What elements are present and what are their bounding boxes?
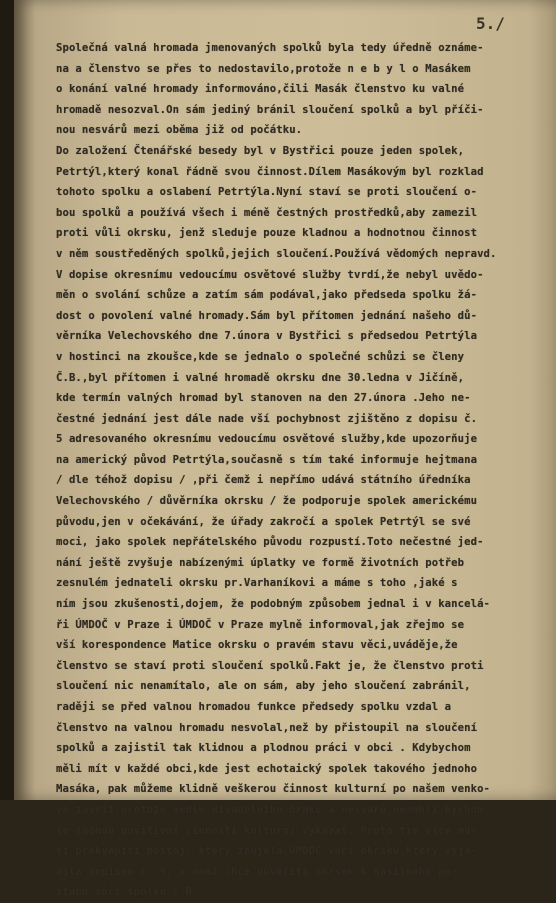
text-line: členstvo se staví proti sloučení spolků.Fakt je, že členstvo proti xyxy=(56,659,484,672)
document-body xyxy=(56,38,552,903)
text-line: sloučení nic nenamítalo, ale on sám, aby jeho sloučení zabránil, xyxy=(56,680,471,693)
text-line: v něm soustředěných spolků,jejich sloučení.Používá vědomých nepravd. xyxy=(56,247,497,260)
text-line: na a členstvo se přes to nedostavilo,protože n e b y l o Masákem xyxy=(56,62,471,75)
text-line: Velechovského / důvěrníka okrsku / že podporuje spolek americkému xyxy=(56,495,478,508)
text-line: na americký původ Petrtýla,současně s tím také informuje hejtmana xyxy=(56,453,478,466)
text-line: Společná valná hromada jmenovaných spolků byla tedy úředně oznáme- xyxy=(56,42,484,54)
text-line: / dle téhož dopisu / ,při čemž i nepřímo udává státního úředníka xyxy=(56,474,471,487)
text-line: ři ÚMDOČ v Praze i ÚMDOČ v Praze mylně informoval,jak zřejmo se xyxy=(56,618,465,631)
text-line: se žádnou positivní činností kulturní vykázat. Proto tím více mu- xyxy=(56,824,478,837)
text-line: nání ještě zvyšuje nabízenými úplatky ve formě životních potřeb xyxy=(56,556,465,569)
text-line: věrníka Velechovského dne 7.února v Bystřici s předsedou Petrtýla xyxy=(56,330,478,343)
text-line: Masáka, pak můžeme klidně veškerou činnost kulturní po našem venko- xyxy=(56,783,491,796)
text-line: v hostinci na zkoušce,kde se jednalo o společné schůzi se členy xyxy=(56,350,465,363)
text-line: V dopise okresnímu vedoucímu osvětové služby tvrdí,že nebyl uvědo- xyxy=(56,268,484,281)
text-line: proti vůli okrsku, jenž sleduje pouze kladnou a hodnotnou činnost xyxy=(56,227,478,240)
text-line: měli mít v každé obci,kde jest echotaický spolek takového jednoho xyxy=(56,762,478,775)
text-line: Do založení Čtenářské besedy byl v Bystřici pouze jeden spolek, xyxy=(56,144,465,157)
text-line: nou nesvárů mezi oběma již od počátku. xyxy=(56,124,303,137)
text-line: zesnulém jednateli okrsku pr.Varhaníkovi a máme s toho ,jaké s xyxy=(56,577,458,590)
text-line: moci, jako spolek nepřátelského původu rozpustí.Toto nečestné jed- xyxy=(56,536,484,549)
text-line: bou spolků a používá všech i méně čestných prostředků,aby zamezil xyxy=(56,206,478,219)
text-line: čestné jednání jest dále nade vší pochybnost zjištěno z dopisu č. xyxy=(56,412,478,425)
text-line: vší korespondence Matice okrsku o pravém stavu věci,uváděje,že xyxy=(56,639,458,652)
text-line: o konání valné hromady informováno,čili Masák členstvo ku valné xyxy=(56,83,465,96)
text-line: tohoto spolku a oslabení Petrtýla.Nyní staví se proti sloučení o- xyxy=(56,186,478,199)
text-line: spolků a zajistil tak klidnou a plodnou práci v obci . Kdybychom xyxy=(56,742,471,755)
text-line: ním jsou zkušenosti,dojem, že podobným způsobem jednal i v kancelá- xyxy=(56,598,491,611)
text-line: stupu vůči spolku Č.B. xyxy=(56,886,199,899)
text-line: Petrtýl,který konal řádně svou činnost.Dílem Masákovým byl rozklad xyxy=(56,165,484,178)
text-line: vě zavřít,protože vedle divadelního braku a nesvárů,nemohli bychom xyxy=(56,803,484,816)
text-line: původu,jen v očekávání, že úřady zakročí a spolek Petrtýl se své xyxy=(56,515,471,528)
text-line: členstvo na valnou hromadu nesvolal,než by přistoupil na sloučení xyxy=(56,721,478,734)
text-line: Č.B.,byl přítomen i valné hromadě okrsku dne 30.ledna v Jičíně, xyxy=(56,371,465,384)
text-line: kde termín valných hromad byl stanoven na den 27.února .Jeho ne- xyxy=(56,392,471,405)
text-line: měn o svolání schůze a zatím sám podával,jako předseda spolku žá- xyxy=(56,289,478,302)
text-line: 5 adresovaného okresnímu vedoucímu osvětové služby,kde upozorňuje xyxy=(56,433,478,446)
text-line: hromadě nesozval.On sám jediný bránil sloučení spolků a byl příči- xyxy=(56,103,484,116)
text-line: dila dopisem č. 9, v němž chce uůvěčiti okrsek k násilného po- xyxy=(56,865,458,878)
text-line: dost o povolení valné hromady.Sám byl přítomen jednání našeho dů- xyxy=(56,309,478,322)
text-line: sí překvapiti postoj, který zaujala ÚMDOČ vůči okrsku,který vyjá- xyxy=(56,845,478,858)
page-number: 5./ xyxy=(476,14,505,33)
page-shadow xyxy=(0,0,14,800)
document-page xyxy=(14,0,556,899)
text-line: raději se před valnou hromadou funkce předsedy spolku vzdal a xyxy=(56,701,452,713)
